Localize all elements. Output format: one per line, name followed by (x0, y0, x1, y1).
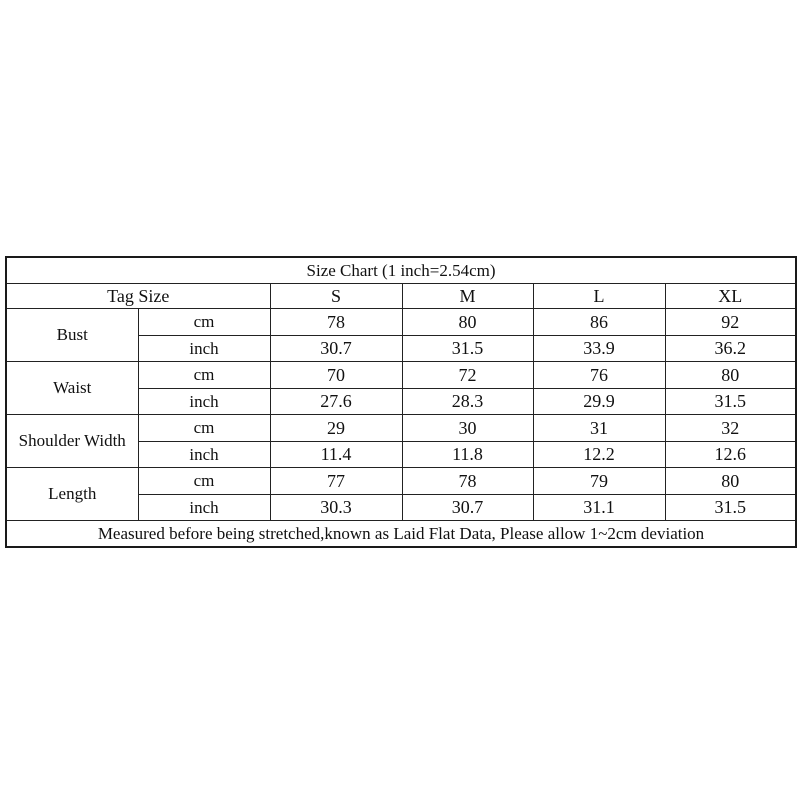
value-cell: 30.3 (270, 494, 402, 520)
value-cell: 72 (402, 361, 533, 388)
value-cell: 36.2 (665, 335, 796, 361)
unit-cell: cm (138, 308, 270, 335)
size-header-m: M (402, 283, 533, 308)
value-cell: 76 (533, 361, 665, 388)
measurement-label-waist: Waist (6, 361, 138, 414)
value-cell: 11.4 (270, 441, 402, 467)
value-cell: 70 (270, 361, 402, 388)
size-header-s: S (270, 283, 402, 308)
value-cell: 29.9 (533, 388, 665, 414)
unit-cell: cm (138, 467, 270, 494)
value-cell: 78 (402, 467, 533, 494)
value-cell: 79 (533, 467, 665, 494)
value-cell: 92 (665, 308, 796, 335)
value-cell: 12.6 (665, 441, 796, 467)
measurement-label-length: Length (6, 467, 138, 520)
size-chart-title: Size Chart (1 inch=2.54cm) (6, 257, 796, 283)
unit-cell: cm (138, 414, 270, 441)
size-header-xl: XL (665, 283, 796, 308)
value-cell: 31.5 (665, 494, 796, 520)
value-cell: 33.9 (533, 335, 665, 361)
value-cell: 27.6 (270, 388, 402, 414)
table-row (6, 308, 796, 335)
value-cell: 30 (402, 414, 533, 441)
title-row (6, 257, 796, 283)
value-cell: 78 (270, 308, 402, 335)
measurement-label-bust: Bust (6, 308, 138, 361)
measurement-footnote: Measured before being stretched,known as Laid Flat Data, Please allow 1~2cm deviation (6, 520, 796, 547)
unit-cell: inch (138, 335, 270, 361)
value-cell: 32 (665, 414, 796, 441)
value-cell: 77 (270, 467, 402, 494)
tag-size-header: Tag Size (6, 283, 270, 308)
table-row (6, 467, 796, 494)
value-cell: 31.5 (402, 335, 533, 361)
size-chart-table (5, 256, 797, 548)
size-header-l: L (533, 283, 665, 308)
value-cell: 11.8 (402, 441, 533, 467)
unit-cell: inch (138, 494, 270, 520)
table-row (6, 361, 796, 388)
unit-cell: cm (138, 361, 270, 388)
value-cell: 80 (665, 361, 796, 388)
table-row (6, 414, 796, 441)
value-cell: 29 (270, 414, 402, 441)
value-cell: 31.5 (665, 388, 796, 414)
value-cell: 12.2 (533, 441, 665, 467)
unit-cell: inch (138, 441, 270, 467)
value-cell: 28.3 (402, 388, 533, 414)
value-cell: 80 (402, 308, 533, 335)
value-cell: 30.7 (402, 494, 533, 520)
value-cell: 86 (533, 308, 665, 335)
value-cell: 31 (533, 414, 665, 441)
value-cell: 80 (665, 467, 796, 494)
header-row (6, 283, 796, 308)
value-cell: 30.7 (270, 335, 402, 361)
unit-cell: inch (138, 388, 270, 414)
value-cell: 31.1 (533, 494, 665, 520)
measurement-label-shoulder-width: Shoulder Width (6, 414, 138, 467)
footnote-row (6, 520, 796, 547)
